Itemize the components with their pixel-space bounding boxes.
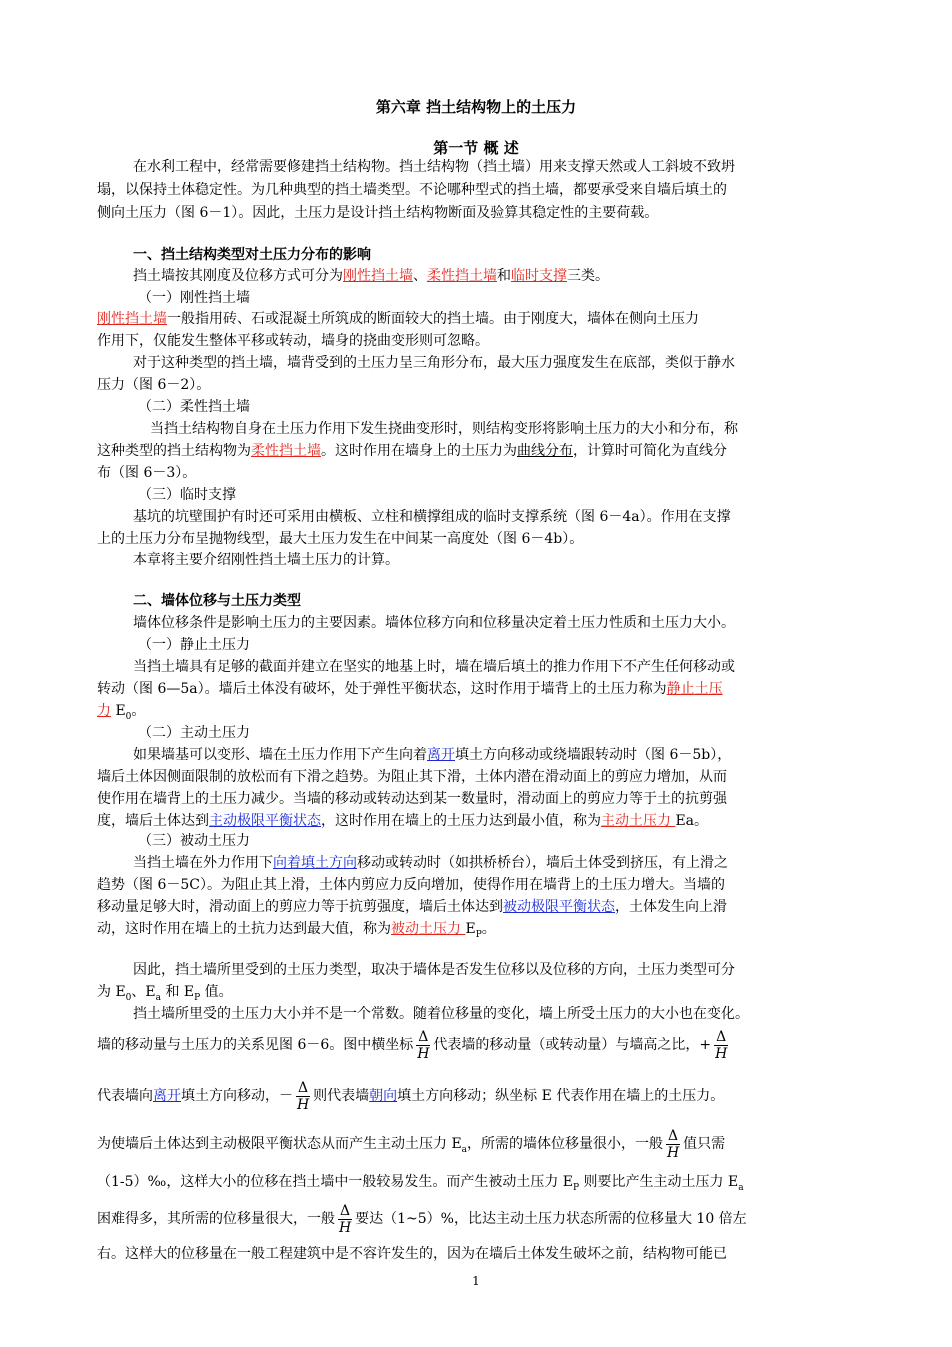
paragraph-line: 塌，以保持土体稳定性。为几种典型的挡土墙类型。不论哪种型式的挡土墙，都要承受来自墙后填土的 — [97, 182, 727, 198]
section-title: 第一节 概 述 — [433, 139, 519, 157]
link-rigid-wall[interactable]: 刚性挡土墙 — [343, 268, 413, 284]
fraction-delta-over-h: $\frac{\Delta}{H}$ — [715, 1028, 728, 1062]
link-at-rest-pressure[interactable]: 力 — [97, 703, 111, 719]
paragraph-line: 转动（图 6—5a）。墙后土体没有破坏，处于弹性平衡状态，这时作用于墙背上的土压力称为静止土压 — [97, 681, 723, 697]
paragraph-line: 为使墙后土体达到主动极限平衡状态从而产生主动土压力 $E_a$，所需的墙体位移量很小，一般 $\frac{\Delta}{H}$ 值只需 — [97, 1127, 726, 1161]
paragraph-line: 使作用在墙背上的土压力减少。当墙的移动或转动达到某一数量时，滑动面上的剪应力等于土的抗剪强 — [97, 791, 727, 807]
link-temporary-support[interactable]: 临时支撑 — [511, 268, 567, 284]
paragraph-line: 挡土墙所里受的土压力大小并不是一个常数。随着位移量的变化，墙上所受土压力的大小也在变化。 — [133, 1006, 749, 1022]
link-flexible-wall[interactable]: 柔性挡土墙 — [251, 443, 321, 459]
subsection-heading: （二）主动土压力 — [138, 725, 250, 741]
paragraph-line: 移动量足够大时，滑动面上的剪应力等于抗剪强度，墙后土体达到被动极限平衡状态，土体发生向上滑 — [97, 899, 727, 915]
paragraph-line: 趋势（图 6－5C）。为阻止其上滑，土体内剪应力反向增加，使得作用在墙背上的土压力增大。当墙的 — [97, 877, 725, 893]
paragraph-line: 挡土墙按其刚度及位移方式可分为刚性挡土墙、柔性挡土墙和临时支撑三类。 — [133, 268, 609, 284]
underlined-term: 曲线分布 — [517, 443, 573, 459]
paragraph-line: 刚性挡土墙一般指用砖、石或混凝土所筑成的断面较大的挡土墙。由于刚度大，墙体在侧向土压力 — [97, 311, 699, 327]
subsection-heading: （一）静止土压力 — [138, 637, 250, 653]
paragraph-line: 墙后土体因侧面限制的放松而有下滑之趋势。为阻止其下滑，土体内潜在滑动面上的剪应力增加，从而 — [97, 769, 727, 785]
paragraph-line: （1-5）‰，这样大小的位移在挡土墙中一般较易发生。而产生被动土压力 $E_P$ 则要比产生主动土压力 $E_a$ — [97, 1174, 744, 1193]
fraction-delta-over-h: $\frac{\Delta}{H}$ — [296, 1079, 310, 1113]
subsection-heading: （三）临时支撑 — [138, 487, 236, 503]
subsection-heading: （二）柔性挡土墙 — [138, 399, 250, 415]
link-at-rest-pressure[interactable]: 静止土压 — [666, 681, 723, 697]
section-heading-1: 一、挡土结构类型对土压力分布的影响 — [133, 247, 371, 263]
paragraph-line: 当挡土结构物自身在土压力作用下发生挠曲变形时，则结构变形将影响土压力的大小和分布，称 — [150, 421, 738, 437]
paragraph-line: 度，墙后土体达到主动极限平衡状态，这时作用在墙上的土压力达到最小值，称为主动土压力 Ea。 — [97, 813, 709, 829]
paragraph-line: 墙体位移条件是影响土压力的主要因素。墙体位移方向和位移量决定着土压力性质和土压力大小。 — [133, 615, 735, 631]
paragraph-line: 困难得多，其所需的位移量很大，一般 $\frac{\Delta}{H}$ 要达（1~5）%，比达主动土压力状态所需的位移量大 10 倍左 — [97, 1202, 747, 1236]
fraction-delta-over-h: $\frac{\Delta}{H}$ — [338, 1202, 352, 1236]
paragraph-line: 为 $E_0$、$E_a$ 和 $E_P$ 值。 — [97, 984, 233, 1003]
paragraph-line: 当挡土墙具有足够的截面并建立在坚实的地基上时，墙在墙后填土的推力作用下不产生任何移动或 — [133, 659, 735, 675]
fraction-delta-over-h: $\frac{\Delta}{H}$ — [417, 1028, 430, 1062]
subsection-heading: （一）刚性挡土墙 — [138, 290, 250, 306]
paragraph-line: 上的土压力分布呈抛物线型，最大土压力发生在中间某一高度处（图 6－4b）。 — [97, 531, 584, 547]
paragraph-line: 代表墙向离开填土方向移动，－ $\frac{\Delta}{H}$ 则代表墙朝向填土方向移动；纵坐标 E 代表作用在墙上的土压力。 — [97, 1079, 725, 1113]
paragraph-line: 如果墙基可以变形、墙在土压力作用下产生向着离开填土方向移动或绕墙跟转动时（图 6－5b）， — [133, 747, 732, 763]
paragraph-line: 作用下，仅能发生整体平移或转动，墙身的挠曲变形则可忽略。 — [97, 333, 489, 349]
section-heading-2: 二、墙体位移与土压力类型 — [133, 593, 301, 609]
paragraph-line: 力 $E_0$。 — [97, 703, 146, 722]
link-flexible-wall[interactable]: 柔性挡土墙 — [427, 268, 497, 284]
paragraph-line: 基坑的坑壁围护有时还可采用由横板、立柱和横撑组成的临时支撑系统（图 6－4a）。作用在支撑 — [133, 509, 731, 525]
link-active-limit-state[interactable]: 主动极限平衡状态 — [209, 813, 321, 829]
paragraph-line: 当挡土墙在外力作用下向着填土方向移动或转动时（如拱桥桥台），墙后土体受到挤压，有上滑之 — [133, 855, 728, 871]
link-passive-limit-state[interactable]: 被动极限平衡状态 — [503, 899, 615, 915]
link-toward-fill[interactable]: 向着填土方向 — [273, 855, 357, 871]
page-number: 1 — [472, 1274, 480, 1288]
paragraph-line: 右。这样大的位移量在一般工程建筑中是不容许发生的，因为在墙后土体发生破坏之前，结构物可能已 — [97, 1246, 727, 1262]
link-active-pressure[interactable]: 主动土压力 — [601, 813, 676, 829]
paragraph-line: 压力（图 6－2）。 — [97, 377, 211, 393]
subsection-heading: （三）被动土压力 — [138, 833, 250, 849]
link-rigid-wall[interactable]: 刚性挡土墙 — [97, 311, 167, 327]
paragraph-line: 布（图 6－3）。 — [97, 465, 197, 481]
paragraph-line: 动，这时作用在墙上的土抗力达到最大值，称为被动土压力 $E_P$。 — [97, 921, 496, 940]
paragraph-line: 对于这种类型的挡土墙，墙背受到的土压力呈三角形分布，最大压力强度发生在底部，类似于静水 — [133, 355, 735, 371]
paragraph-line: 因此，挡土墙所里受到的土压力类型，取决于墙体是否发生位移以及位移的方向，土压力类型可分 — [133, 962, 735, 978]
link-away[interactable]: 离开 — [427, 747, 455, 763]
chapter-title: 第六章 挡土结构物上的土压力 — [375, 98, 577, 116]
paragraph-line: 在水利工程中，经常需要修建挡土结构物。挡土结构物（挡土墙）用来支撑天然或人工斜坡不致坍 — [133, 159, 735, 175]
paragraph-line: 侧向土压力（图 6－1）。因此，土压力是设计挡土结构物断面及验算其稳定性的主要荷载。 — [97, 205, 659, 221]
fraction-delta-over-h: $\frac{\Delta}{H}$ — [667, 1127, 680, 1161]
paragraph-line: 这种类型的挡土结构物为柔性挡土墙。这时作用在墙身上的土压力为曲线分布，计算时可简化为直线分 — [97, 443, 727, 459]
paragraph-line: 本章将主要介绍刚性挡土墙土压力的计算。 — [133, 552, 399, 568]
link-toward[interactable]: 朝向 — [369, 1088, 398, 1104]
paragraph-line: 墙的移动量与土压力的关系见图 6－6。图中横坐标 $\frac{\Delta}{H}$ 代表墙的移动量（或转动量）与墙高之比，+ $\frac{\Delta}{H}$ — [97, 1028, 728, 1062]
link-away[interactable]: 离开 — [153, 1088, 181, 1104]
link-passive-pressure[interactable]: 被动土压力 — [391, 921, 466, 937]
